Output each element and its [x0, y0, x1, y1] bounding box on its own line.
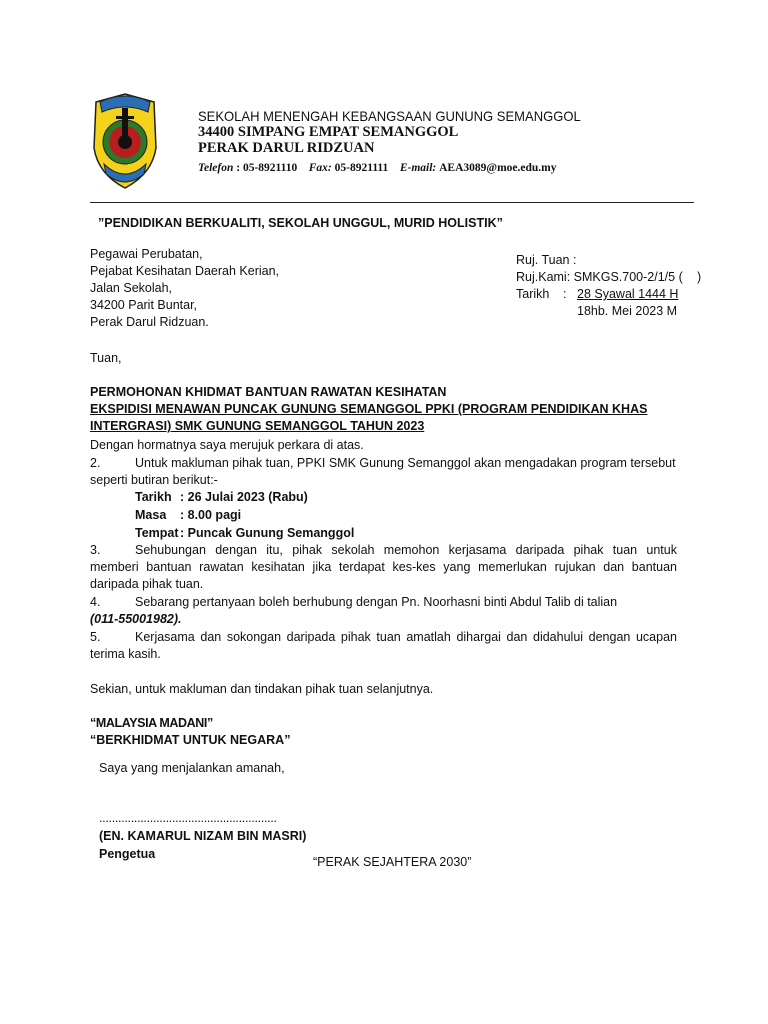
address-line-2: PERAK DARUL RIDZUAN — [198, 140, 375, 156]
slogan-berkhidmat: “BERKHIDMAT UNTUK NEGARA” — [90, 733, 291, 747]
paragraph-number: 2. — [90, 456, 101, 470]
recipient-line: Perak Darul Ridzuan. — [90, 315, 209, 329]
paragraph-number: 5. — [90, 630, 101, 644]
paragraph-line: seperti butiran berikut:- — [90, 473, 218, 487]
paragraph-line-wrap — [135, 629, 677, 646]
fax-value: 05-8921111 — [334, 162, 389, 174]
detail-tempat-label: Tempat — [135, 526, 179, 540]
paragraph-line: Kerjasama dan sokongan daripada pihak tuan amatlah dihargai dan didahului dengan ucapan — [135, 630, 677, 644]
contact-phone: (011-55001982). — [90, 612, 182, 626]
paragraph-line: terima kasih. — [90, 647, 161, 661]
detail-tarikh-value: : 26 Julai 2023 (Rabu) — [180, 490, 308, 504]
contact-line — [198, 162, 557, 174]
tarikh-hijri: 28 Syawal 1444 H — [577, 287, 679, 301]
salutation: Tuan, — [90, 351, 122, 365]
ruj-tuan: Ruj. Tuan : — [516, 253, 577, 267]
signatory-title: Pengetua — [99, 847, 156, 861]
paragraph-number: 3. — [90, 543, 101, 557]
paragraph-line: Sehubungan dengan itu, pihak sekolah memohon kerjasama daripada pihak tuan untuk — [135, 543, 677, 557]
paragraph-line: Untuk makluman pihak tuan, PPKI SMK Gunung Semanggol akan mengadakan program tersebut — [135, 456, 676, 470]
paragraph-line: memberi bantuan rawatan kesihatan jika terdapat kes-kes yang memerlukan rujukan dan bantuan — [90, 560, 677, 574]
detail-masa-label: Masa — [135, 508, 167, 522]
recipient-line: Pegawai Perubatan, — [90, 247, 203, 261]
subject-line-3: INTERGRASI) SMK GUNUNG SEMANGGOL TAHUN 2023 — [90, 419, 425, 433]
phone-value: : 05-8921110 — [236, 162, 298, 174]
signatory-name: (EN. KAMARUL NIZAM BIN MASRI) — [99, 829, 307, 843]
closing-sentence: Sekian, untuk makluman dan tindakan pihak tuan selanjutnya. — [90, 682, 434, 696]
tarikh-masihi: 18hb. Mei 2023 M — [577, 304, 678, 318]
ruj-kami-close: ) — [697, 270, 702, 284]
subject-line-2: EKSPIDISI MENAWAN PUNCAK GUNUNG SEMANGGOL PPKI (PROGRAM PENDIDIKAN KHAS — [90, 402, 648, 416]
detail-masa-value: : 8.00 pagi — [180, 508, 242, 522]
signature-line: ........................................................ — [99, 811, 277, 825]
paragraph-line: daripada pihak tuan. — [90, 577, 204, 591]
opening-sentence: Dengan hormatnya saya merujuk perkara di atas. — [90, 438, 364, 452]
tarikh-colon: : — [563, 287, 567, 301]
recipient-line: Pejabat Kesihatan Daerah Kerian, — [90, 264, 280, 278]
tarikh-label: Tarikh — [516, 287, 550, 301]
paragraph-line-wrap — [135, 542, 677, 559]
paragraph-line-wrap — [90, 559, 677, 576]
detail-tempat-value: : Puncak Gunung Semanggol — [180, 526, 355, 540]
paragraph-number: 4. — [90, 595, 101, 609]
school-name: SEKOLAH MENENGAH KEBANGSAAN GUNUNG SEMANGGOL — [198, 108, 581, 124]
email-label: E-mail: — [399, 162, 437, 174]
recipient-line: Jalan Sekolah, — [90, 281, 173, 295]
slogan-malaysia-madani: “MALAYSIA MADANI” — [90, 716, 213, 730]
header-divider — [90, 202, 694, 203]
footer-slogan: “PERAK SEJAHTERA 2030” — [313, 855, 472, 869]
school-crest-icon — [92, 92, 158, 190]
recipient-line: 34200 Parit Buntar, — [90, 298, 198, 312]
email-value[interactable]: AEA3089@moe.edu.my — [439, 162, 557, 174]
school-motto: ”PENDIDIKAN BERKUALITI, SEKOLAH UNGGUL, MURID HOLISTIK” — [98, 216, 503, 230]
fax-label: Fax: — [308, 162, 332, 174]
phone-label: Telefon — [198, 162, 234, 174]
address-line-1: 34400 SIMPANG EMPAT SEMANGGOL — [198, 124, 459, 140]
sign-off: Saya yang menjalankan amanah, — [99, 761, 285, 775]
paragraph-line: Sebarang pertanyaan boleh berhubung dengan Pn. Noorhasni binti Abdul Talib di talian — [135, 595, 618, 609]
subject-line-1: PERMOHONAN KHIDMAT BANTUAN RAWATAN KESIHATAN — [90, 385, 447, 399]
detail-tarikh-label: Tarikh — [135, 490, 172, 504]
ruj-kami: Ruj.Kami: SMKGS.700-2/1/5 ( — [516, 270, 683, 284]
